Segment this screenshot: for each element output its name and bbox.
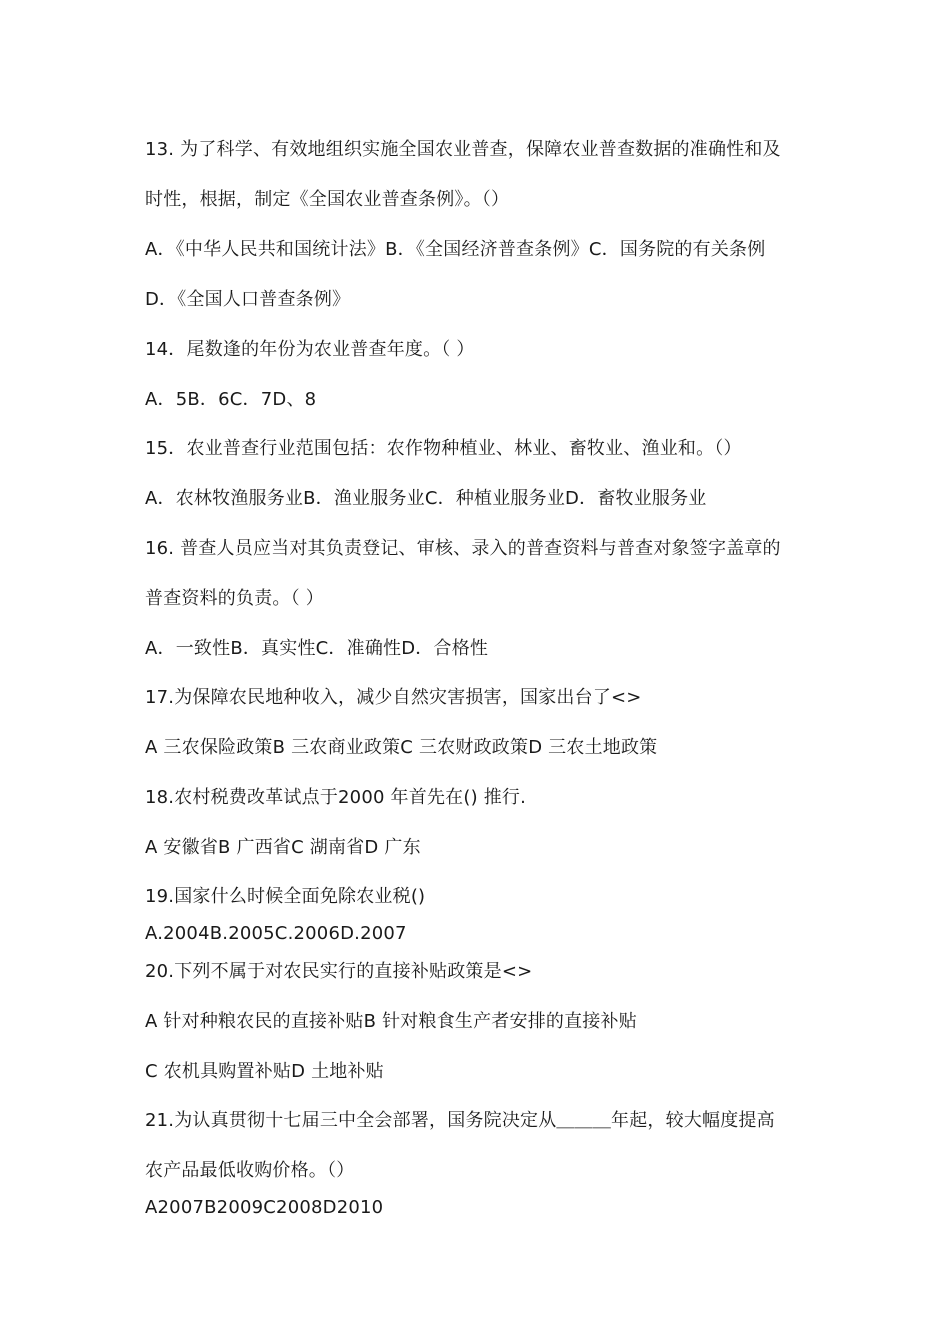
question-18-stem: 18.农村税费改革试点于2000 年首先在() 推行. [145,787,527,808]
question-20-stem: 20.下列不属于对农民实行的直接补贴政策是<> [145,961,533,982]
question-20-options-line-1: A 针对种粮农民的直接补贴B 针对粮食生产者安排的直接补贴 [145,1011,637,1032]
question-21-stem-line-2: 农产品最低收购价格。（） [145,1160,355,1181]
question-21-options: A2007B2009C2008D2010 [145,1197,384,1218]
question-16-stem-line-2: 普查资料的负责。（ ） [145,588,324,609]
question-17-stem: 17.为保障农民地种收入，减少自然灾害损害，国家出台了<> [145,687,642,708]
question-19-options: A.2004B.2005C.2006D.2007 [145,923,407,944]
question-13-options-line-1: A．《中华人民共和国统计法》B．《全国经济普查条例》C．国务院的有关条例 [145,239,766,260]
question-19-stem: 19.国家什么时候全面免除农业税() [145,886,426,907]
question-16-stem-line-1: 16. 普查人员应当对其负责登记、审核、录入的普查资料与普查对象签字盖章的 [145,538,781,559]
question-15-stem: 15．农业普查行业范围包括：农作物种植业、林业、畜牧业、渔业和。（） [145,438,742,459]
question-13-stem-line-2: 时性，根据，制定《全国农业普查条例》。（） [145,189,510,210]
question-14-stem: 14．尾数逢的年份为农业普查年度。（ ） [145,339,475,360]
question-17-options: A 三农保险政策B 三农商业政策C 三农财政政策D 三农土地政策 [145,737,658,758]
question-18-options: A 安徽省B 广西省C 湖南省D 广东 [145,837,421,858]
question-15-options: A．农林牧渔服务业B．渔业服务业C．种植业服务业D．畜牧业服务业 [145,488,707,509]
question-13-stem-line-1: 13. 为了科学、有效地组织实施全国农业普查，保障农业普查数据的准确性和及 [145,139,781,160]
question-13-options-line-2: D．《全国人口普查条例》 [145,289,351,310]
question-21-stem-line-1: 21.为认真贯彻十七届三中全会部署，国务院决定从＿＿＿年起，较大幅度提高 [145,1110,775,1131]
question-16-options: A．一致性B．真实性C．准确性D．合格性 [145,638,489,659]
question-14-options: A．5B．6C．7D、8 [145,389,317,410]
question-20-options-line-2: C 农机具购置补贴D 土地补贴 [145,1061,384,1082]
